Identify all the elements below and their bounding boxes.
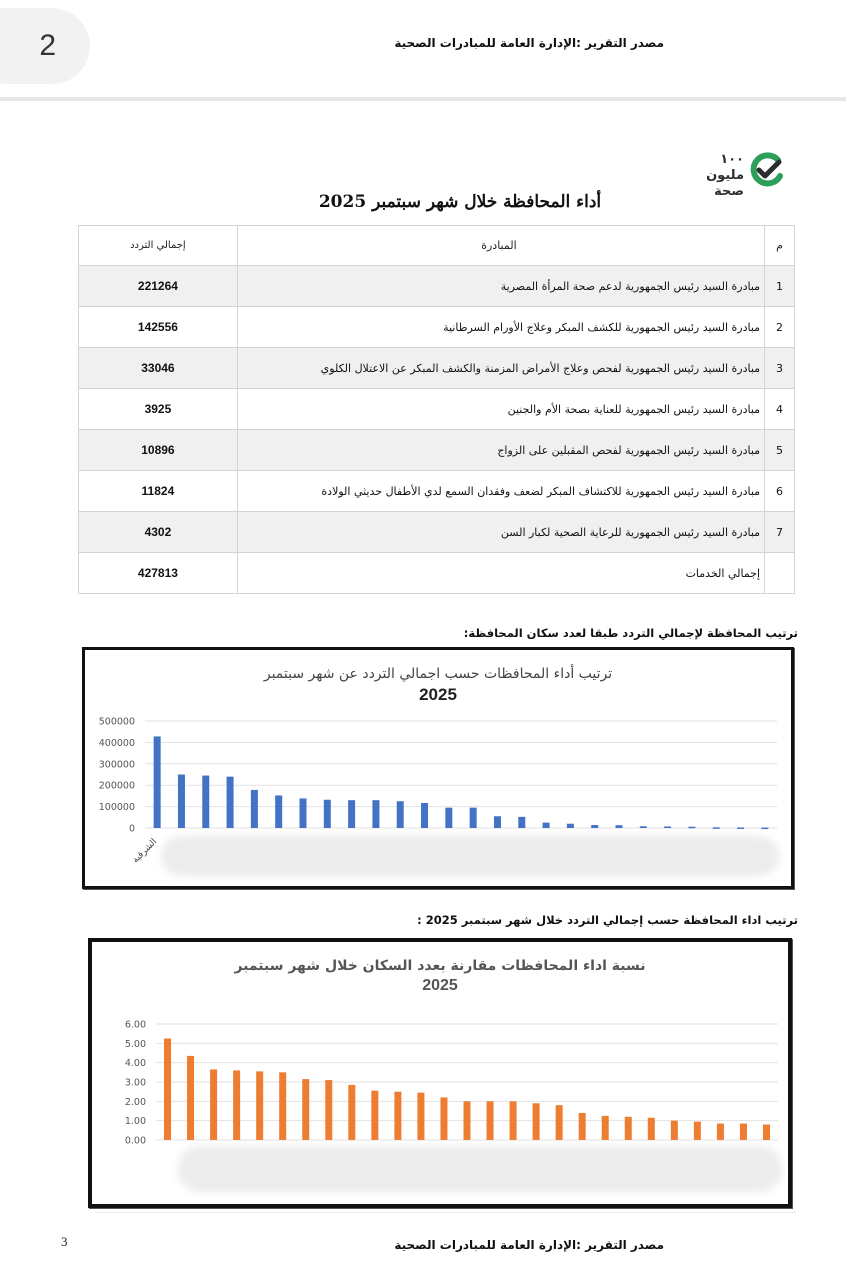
bar <box>737 827 744 829</box>
bar <box>372 800 379 828</box>
row-initiative: مبادرة السيد رئيس الجمهورية لفحص المقبلين على الزواج <box>237 430 764 471</box>
table-header-row <box>79 226 795 266</box>
table-row <box>79 266 795 307</box>
row-total: 4302 <box>79 512 238 553</box>
bar <box>556 1105 563 1140</box>
table-row <box>79 307 795 348</box>
bar <box>487 1101 494 1140</box>
table-row <box>79 348 795 389</box>
bar <box>348 800 355 828</box>
bar <box>464 1101 471 1140</box>
row-num: 6 <box>765 471 795 512</box>
bar <box>717 1124 724 1140</box>
logo-line-2: صحة <box>714 184 744 199</box>
obscured-category-labels <box>161 836 779 876</box>
bar <box>178 775 185 829</box>
total-value: 427813 <box>79 553 238 594</box>
row-num: 1 <box>765 266 795 307</box>
bar <box>763 1125 770 1140</box>
bar <box>688 827 695 829</box>
table-row <box>79 430 795 471</box>
bar <box>300 798 307 828</box>
bar <box>579 1113 586 1140</box>
bar <box>740 1124 747 1140</box>
bar <box>602 1116 609 1140</box>
y-tick-label: 0 <box>128 823 135 835</box>
bar <box>445 808 452 828</box>
table-total-row <box>79 553 795 594</box>
row-initiative: مبادرة السيد رئيس الجمهورية للعناية بصحة الأم والجنين <box>237 389 764 430</box>
bar <box>417 1093 424 1140</box>
header-total: إجمالي التردد <box>79 226 238 266</box>
y-tick-label: 400000 <box>98 737 135 749</box>
bar <box>543 823 550 828</box>
y-tick-label: 1.00 <box>124 1116 146 1128</box>
bar <box>625 1117 632 1140</box>
y-tick-label: 3.00 <box>124 1077 146 1089</box>
row-num: 5 <box>765 430 795 471</box>
footer-divider <box>95 1212 796 1213</box>
section-label-ranking-population: ترتيب المحافظة لإجمالي التردد طبقا لعدد سكان المحافظة: <box>463 626 798 640</box>
row-initiative: مبادرة السيد رئيس الجمهورية لفحص وعلاج الأمراض المزمنة والكشف المبكر عن الاعتلال الكلوي <box>237 348 764 389</box>
header-initiative: المبادرة <box>237 226 764 266</box>
bar <box>275 795 282 828</box>
bar <box>664 827 671 829</box>
row-num-empty <box>765 553 795 594</box>
bar <box>154 736 161 828</box>
bar <box>302 1079 309 1140</box>
bar <box>671 1121 678 1140</box>
row-num: 3 <box>765 348 795 389</box>
bar <box>233 1070 240 1140</box>
bar <box>616 825 623 828</box>
initiatives-table <box>78 225 795 594</box>
bar <box>694 1122 701 1140</box>
bar <box>324 800 331 828</box>
row-num: 4 <box>765 389 795 430</box>
footer-source: مصدر التقرير :الإدارة العامة للمبادرات الصحية <box>394 1238 664 1252</box>
row-total: 3925 <box>79 389 238 430</box>
bar <box>640 826 647 828</box>
bar <box>394 1092 401 1140</box>
chart-frame-visits <box>82 647 794 889</box>
bar <box>371 1091 378 1140</box>
bar <box>713 827 720 829</box>
y-tick-label: 300000 <box>98 759 135 771</box>
total-label: إجمالي الخدمات <box>237 553 764 594</box>
table-row <box>79 471 795 512</box>
bar <box>256 1071 263 1140</box>
row-total: 142556 <box>79 307 238 348</box>
chart-subtitle: 2025 <box>419 685 457 704</box>
bar <box>227 777 234 828</box>
row-initiative: مبادرة السيد رئيس الجمهورية للكشف المبكر وعلاج الأورام السرطانية <box>237 307 764 348</box>
bar <box>251 790 258 828</box>
y-tick-label: 6.00 <box>124 1019 146 1031</box>
row-initiative: مبادرة السيد رئيس الجمهورية للرعاية الصحية لكبار السن <box>237 512 764 553</box>
row-total: 33046 <box>79 348 238 389</box>
bar <box>591 825 598 828</box>
bar <box>518 817 525 828</box>
row-initiative: مبادرة السيد رئيس الجمهورية لدعم صحة المرأة المصرية <box>237 266 764 307</box>
bar <box>510 1101 517 1140</box>
bar <box>533 1103 540 1140</box>
obscured-category-labels <box>178 1146 782 1192</box>
row-total: 10896 <box>79 430 238 471</box>
row-num: 2 <box>765 307 795 348</box>
first-category-label: الشرقية <box>130 837 160 866</box>
header-source: مصدر التقرير :الإدارة العامة للمبادرات الصحية <box>394 36 664 50</box>
bar <box>202 776 209 828</box>
page-number: 2 <box>39 29 56 62</box>
section-label-ranking-total: ترتيب اداء المحافظة حسب إجمالي التردد خلال شهر سبتمبر 2025 : <box>417 913 798 927</box>
chart-subtitle: 2025 <box>422 977 458 994</box>
bar <box>187 1056 194 1140</box>
row-initiative: مبادرة السيد رئيس الجمهورية للاكتشاف المبكر لضعف وفقدان السمع لدي الأطفال حديثي الولادة <box>237 471 764 512</box>
header-num: م <box>765 226 795 266</box>
y-tick-label: 200000 <box>98 780 135 792</box>
chart-frame-population-ratio <box>88 938 792 1208</box>
bar <box>279 1072 286 1140</box>
bar <box>421 803 428 828</box>
row-num: 7 <box>765 512 795 553</box>
page-number-badge <box>0 8 90 84</box>
bar <box>761 828 768 830</box>
bar <box>397 801 404 828</box>
bar <box>210 1069 217 1140</box>
logo-line-1: ١٠٠ مليون <box>706 152 744 183</box>
y-tick-label: 0.00 <box>124 1135 146 1147</box>
y-tick-label: 2.00 <box>124 1096 146 1108</box>
bar <box>567 824 574 828</box>
row-total: 221264 <box>79 266 238 307</box>
table-row <box>79 389 795 430</box>
bar <box>494 816 501 828</box>
bar <box>648 1118 655 1140</box>
logo-100-million-health <box>686 150 786 199</box>
table-row <box>79 512 795 553</box>
bar <box>440 1097 447 1140</box>
y-tick-label: 4.00 <box>124 1058 146 1070</box>
bar <box>325 1080 332 1140</box>
y-tick-label: 5.00 <box>124 1038 146 1050</box>
bar <box>348 1085 355 1140</box>
footer-page-number: 3 <box>61 1234 68 1249</box>
header-divider <box>0 97 846 101</box>
chart-title: نسبة اداء المحافظات مقارنة بعدد السكان خلال شهر سبتمبر <box>234 958 646 974</box>
y-tick-label: 500000 <box>98 716 135 728</box>
document-title: أداء المحافظة خلال شهر سبتمبر 2025 <box>318 192 602 212</box>
row-total: 11824 <box>79 471 238 512</box>
y-tick-label: 100000 <box>98 802 135 814</box>
checkmark-circle-icon <box>748 152 786 188</box>
bar <box>164 1039 171 1141</box>
chart-title: ترتيب أداء المحافظات حسب اجمالي التردد عن شهر سبتمبر <box>263 666 613 682</box>
bar <box>470 808 477 828</box>
